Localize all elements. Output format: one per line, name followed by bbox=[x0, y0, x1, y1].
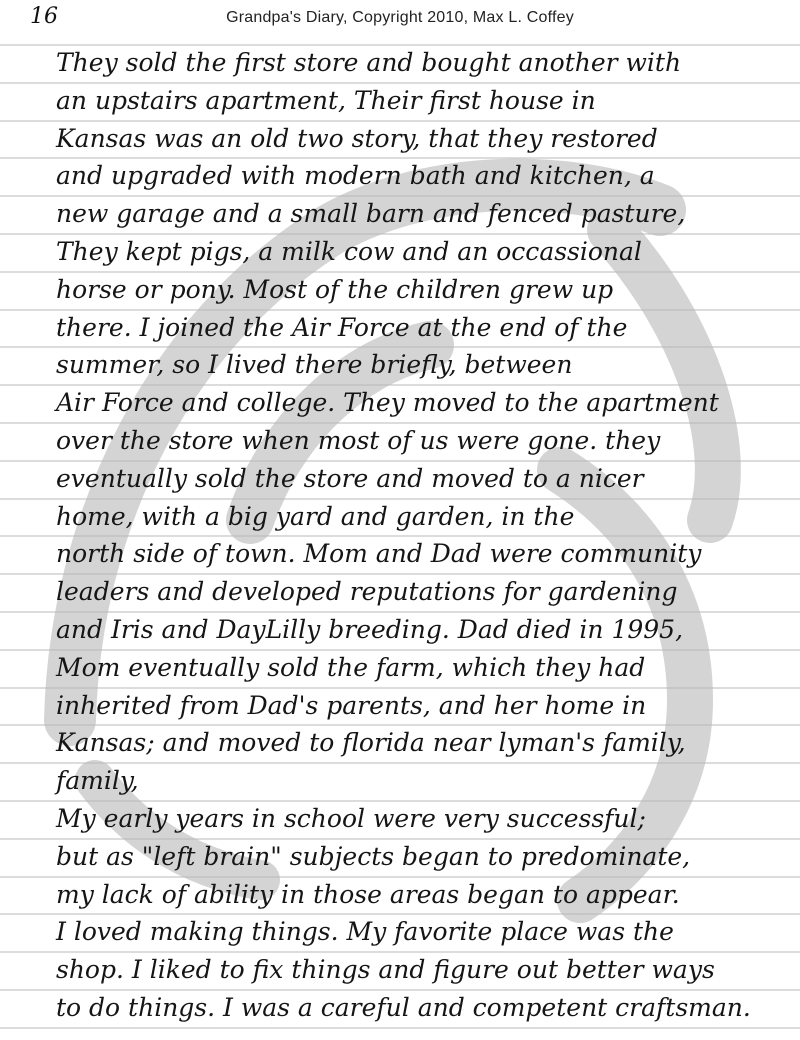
page-number: 16 bbox=[30, 4, 58, 29]
diary-line: to do things. I was a careful and competent craftsman. bbox=[56, 992, 751, 1022]
diary-line: summer, so I lived there briefly, between bbox=[56, 350, 573, 380]
diary-line: there. I joined the Air Force at the end of the bbox=[56, 312, 628, 342]
diary-line: home, with a big yard and garden, in the bbox=[56, 501, 575, 531]
diary-line: family, bbox=[56, 766, 139, 796]
diary-line: my lack of ability in those areas began to appear. bbox=[56, 879, 680, 909]
diary-line: My early years in school were very successful; bbox=[56, 803, 646, 833]
diary-line: Mom eventually sold the farm, which they had bbox=[56, 652, 646, 682]
diary-line: Kansas; and moved to florida near lyman's family, bbox=[56, 728, 686, 758]
diary-line: over the store when most of us were gone. they bbox=[56, 425, 661, 455]
diary-line: I loved making things. My favorite place was the bbox=[56, 917, 674, 947]
diary-line: Kansas was an old two story, that they restored bbox=[56, 123, 658, 153]
diary-line: inherited from Dad's parents, and her home in bbox=[56, 690, 647, 720]
diary-line: eventually sold the store and moved to a nicer bbox=[56, 463, 644, 493]
diary-line: north side of town. Mom and Dad were community bbox=[56, 539, 702, 569]
diary-line: They sold the first store and bought another with bbox=[56, 48, 682, 77]
diary-line: leaders and developed reputations for gardening bbox=[56, 577, 678, 607]
diary-line: Air Force and college. They moved to the apartment bbox=[56, 388, 719, 418]
diary-line: horse or pony. Most of the children grew up bbox=[56, 274, 614, 304]
diary-line: an upstairs apartment, Their first house in bbox=[56, 85, 596, 115]
diary-line: They kept pigs, a milk cow and an occassional bbox=[56, 236, 642, 266]
page-header: Grandpa's Diary, Copyright 2010, Max L. Coffey bbox=[226, 9, 574, 26]
diary-line: and Iris and DayLilly breeding. Dad died in 1995, bbox=[56, 614, 684, 644]
diary-line: but as "left brain" subjects began to predominate, bbox=[56, 841, 691, 871]
diary-line: new garage and a small barn and fenced pasture, bbox=[56, 199, 686, 229]
diary-line: and upgraded with modern bath and kitchen, a bbox=[56, 161, 655, 191]
diary-text-block bbox=[56, 44, 786, 1027]
diary-line: shop. I liked to fix things and figure out better ways bbox=[56, 955, 715, 985]
